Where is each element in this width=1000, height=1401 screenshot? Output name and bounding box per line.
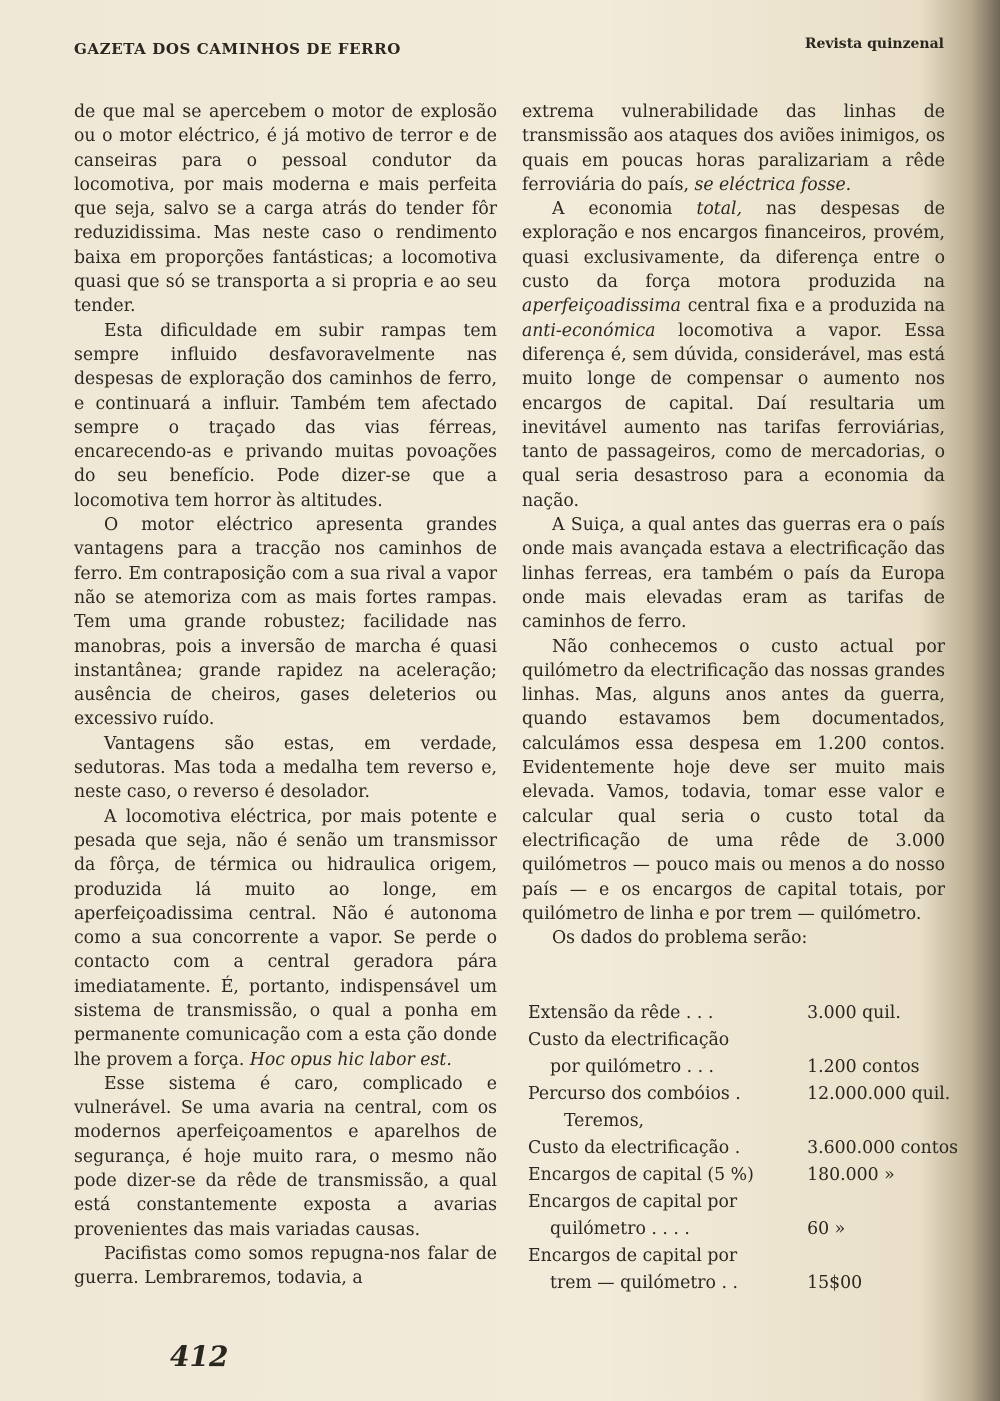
- row-label: Extensão da rêde . . .: [528, 1003, 714, 1023]
- paragraph: Pacifistas como somos repugna-nos falar de guerra. Lembraremos, todavia, a: [74, 1243, 497, 1289]
- row-label: Encargos de capital por: [528, 1192, 738, 1212]
- paragraph: Esta dificuldade em subir rampas tem sempre influido desfavoravelmente nas despesas de exploração dos caminhos de ferro, e continuará a influir. Também tem afectado sempre o traçado das vias férreas, encarecendo-as e privando muitas povoações do seu benefício. Pode dizer-se que a locomotiva tem horror às altitudes.: [74, 320, 497, 511]
- table-row: [528, 1243, 958, 1270]
- table-row: [528, 1108, 958, 1135]
- row-value: [807, 1189, 958, 1216]
- italic-word: total,: [696, 199, 743, 220]
- paragraph: Vantagens são estas, em verdade, sedutoras. Mas toda a medalha tem reverso e, neste caso, o reverso é desolador.: [74, 733, 497, 803]
- row-label: Teremos,: [564, 1111, 645, 1131]
- table-row: [528, 1270, 958, 1297]
- table-row: [528, 1162, 958, 1189]
- paragraph: [522, 197, 945, 513]
- row-value: 3.000 quil.: [807, 1003, 901, 1023]
- paragraph-text: extrema vulnerabilidade das linhas de transmissão aos ataques dos aviões inimigos, os quais em poucas horas paralizariam a rêde ferroviária do país,: [522, 102, 945, 195]
- paragraph: A Suiça, a qual antes das guerras era o país onde mais avançada estava a electrificação das linhas ferreas, era também o país da Europa onde mais elevadas eram as tarifas de caminhos de ferro.: [522, 515, 945, 633]
- paragraph: Esse sistema é caro, complicado e vulnerável. Se uma avaria na central, com os modernos aperfeiçoamentos e aparelhos de segurança, é hoje muito rara, o mesmo não pode dizer-se da rêde de transmissão, a qual está constantemente exposta a avarias provenientes das mais variadas causas.: [74, 1073, 497, 1240]
- italic-word: anti-económica: [522, 320, 656, 341]
- paragraph: Não conhecemos o custo actual por quilómetro da electrificação das nossas grandes linhas. Mas, alguns anos antes da guerra, quando estavamos bem documentados, calculámos essa despesa em 1.200 contos. Evidentemente hoje deve ser muito mais elevada. Vamos, todavia, tomar esse valor e calcular qual seria o custo total da electrificação de uma rêde de 3.000 quilómetros — pouco mais ou menos a do nosso país — e os encargos de capital totais, por quilómetro de linha e por trem — quilómetro.: [522, 636, 945, 924]
- row-value: [807, 1108, 958, 1135]
- table-row: [528, 1216, 958, 1243]
- problem-data-table: [528, 1000, 958, 1297]
- paragraph-text: nas despesas de exploração e nos encargos financeiros, provém, quasi exclusivamente, da diferença entre o custo da força motora produzida na: [522, 199, 945, 293]
- table-row: [528, 1000, 958, 1027]
- page-number: 412: [170, 1340, 229, 1373]
- row-value: 60 »: [807, 1219, 846, 1239]
- row-label: por quilómetro . . .: [550, 1057, 715, 1077]
- paragraph-text: A locomotiva eléctrica, por mais potente e pesada que seja, não é senão um transmissor da fôrça, de térmica ou hidraulica origem, produzida lá muito ao longe, em aperfeiçoadissima central. Não é autonoma como a sua concorrente a vapor. Se perde o contacto com a central geradora pára imediatamente. É, portanto, indispensável um sistema de transmissão, o qual a ponha em permanente comunicação com a esta ção donde lhe provem a força.: [74, 806, 497, 1070]
- table-row: [528, 1135, 958, 1162]
- row-value: 12.000.000 quil.: [807, 1084, 951, 1104]
- table-row: [528, 1054, 958, 1081]
- right-column: [522, 100, 945, 950]
- paragraph-text: locomotiva a vapor. Essa diferença é, sem dúvida, considerável, mas está muito longe de compensar o aumento nos encargos de capital. Daí resultaria um inevitável aumento nas tarifas ferroviárias, tanto de passageiros, como de mercadorias, o qual seria desastroso para a economia da nação.: [522, 320, 946, 511]
- row-value: 1.200 contos: [807, 1057, 920, 1077]
- latin-phrase: Hoc opus hic labor est.: [249, 1049, 452, 1070]
- table-row: [528, 1189, 958, 1216]
- row-label: Encargos de capital (5 %): [528, 1165, 754, 1185]
- italic-word: aperfeiçoadissima: [522, 296, 681, 317]
- journal-title: GAZETA DOS CAMINHOS DE FERRO: [74, 40, 401, 58]
- paragraph: [74, 805, 497, 1072]
- paragraph: O motor eléctrico apresenta grandes vantagens para a tracção nos caminhos de ferro. Em contraposição com a sua rival a vapor não se atemoriza com as mais fortes rampas. Tem uma grande robustez; facilidade nas manobras, pois a inversão de marcha é quasi instantânea; grande rapidez na aceleração; ausência de cheiros, gases deleterios ou excessivo ruído.: [74, 515, 497, 730]
- paragraph: [522, 100, 945, 197]
- italic-phrase: se eléctrica fosse.: [694, 174, 852, 195]
- paragraph: Os dados do problema serão:: [552, 928, 808, 949]
- row-label: Encargos de capital por: [528, 1246, 738, 1266]
- row-value: [807, 1027, 958, 1054]
- paragraph-text: A economia: [552, 199, 673, 220]
- row-label: Custo da electrificação: [528, 1030, 730, 1050]
- journal-frequency: Revista quinzenal: [804, 36, 944, 52]
- table-row: [528, 1027, 958, 1054]
- row-label: Percurso dos combóios .: [528, 1084, 741, 1104]
- paragraph: de que mal se apercebem o motor de explosão ou o motor eléctrico, é já motivo de terror e de canseiras para o pessoal condutor da locomotiva, por mais moderna e mais perfeita que seja, salvo se a carga atrás do tender fôr reduzidissima. Mas neste caso o rendimento baixa em proporções fantásticas; a locomotiva quasi que só se transporta a si propria e ao seu tender.: [74, 102, 497, 317]
- row-value: 15$00: [807, 1273, 863, 1293]
- row-label: trem — quilómetro . .: [550, 1273, 738, 1293]
- row-value: 180.000 »: [807, 1165, 895, 1185]
- table-row: [528, 1081, 958, 1108]
- left-column: [74, 100, 497, 1291]
- row-value: [807, 1243, 958, 1270]
- row-value: 3.600.000 contos: [807, 1138, 958, 1158]
- row-label: Custo da electrificação .: [528, 1138, 741, 1158]
- paragraph-text: central fixa e a produzida na: [687, 296, 945, 317]
- row-label: quilómetro . . . .: [550, 1219, 690, 1239]
